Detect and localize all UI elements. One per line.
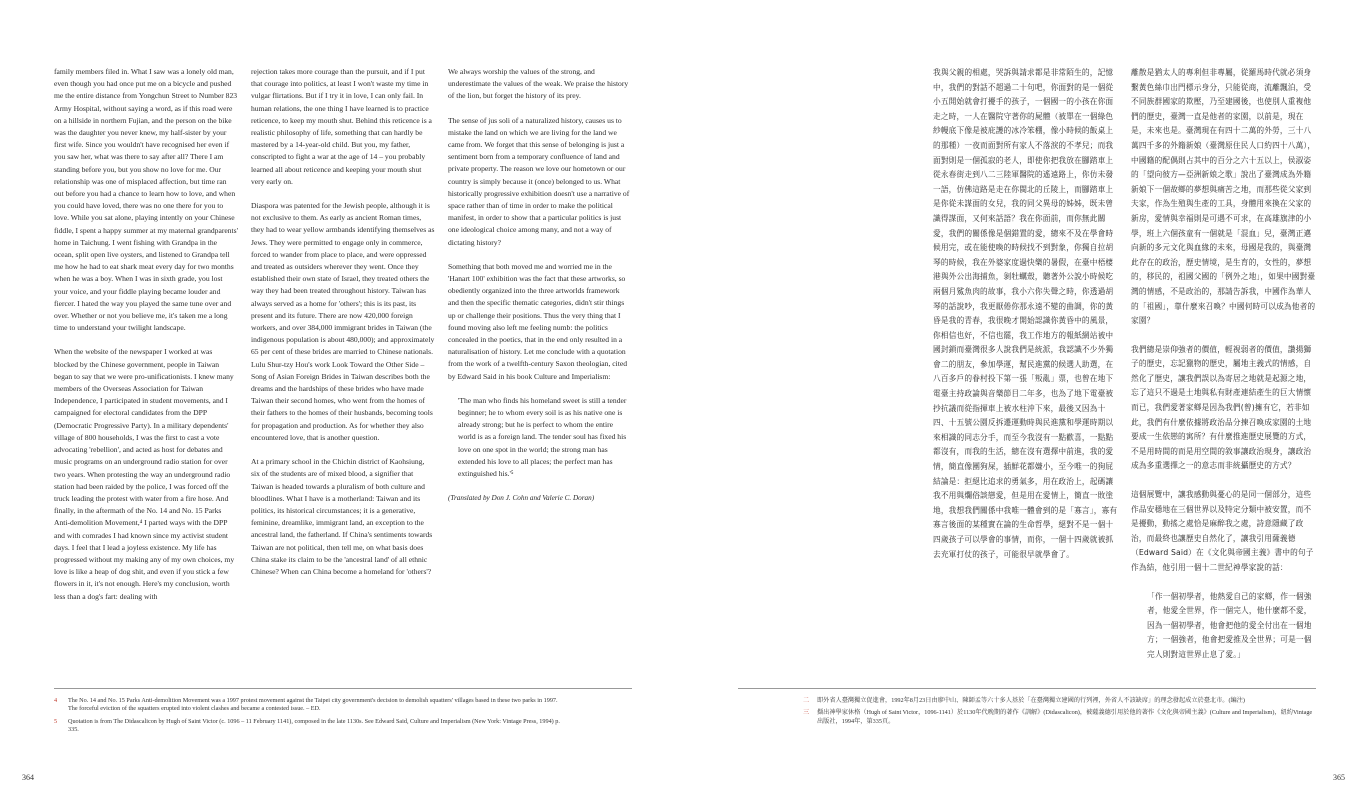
footnote-text: 即外省人臺灣獨立促進會，1992年8月23日由廖中山、陳師孟等六十多人基於「在臺灣獨立建國的行列裡，外省人不該缺席」的理念發起成立於臺北市。(編注) xyxy=(817,697,1245,704)
left-column-3 xyxy=(448,66,632,517)
footnote-number: 三 xyxy=(803,709,810,717)
paragraph: Something that both moved me and worried me in the 'Hanart 100' exhibition was the fact that these artworks, so obediently organized into the three artworlds framework and then the specific thematic categories, didn't stir things up or challenge their positions. Thus the very thing that I found moving also left me feeling numb: the politics concealed in the poetics, that in the end only resulted in a naturalisation of history. Let me conclude with a quotation from the work of a twelfth-century Saxon theologian, cited by Edward Said in his book Culture and Imperialism: xyxy=(448,261,628,381)
footnote xyxy=(803,709,1313,726)
paragraph: When the website of the newspaper I worked at was blocked by the Chinese government, people in Taiwan began to say that we were pro-unificationists. I knew many members of the Overseas Association for Taiwan Independence, I participated in student movements, and I campaigned for electoral candidates from the DPP (Democratic Progressive Party). In a military dependents' village of 800 households, I was the first to cast a vote advocating 'rebellion', and acted as host for debates and music programs on an underground radio station for over two years. When protesting the way an underground radio station had been raided by the police, I was forced off the truck leading the protest with water from a fire hose. And finally, in the aftermath of the No. 14 and No. 15 Parks Anti-demolition Movement,⁴ I parted ways with the DPP and with comrades I had known since my activist student days. I feel that I lead a joyless existence. My life has progressed without my making any of my own choices, my love is like a heap of dog shit, and even if you stick a few flowers in it, it's not enough. Here's my conclusion, worth less than a dog's fart: dealing with xyxy=(54,347,235,601)
page-number: 364 xyxy=(22,773,34,782)
footnote-number: 5 xyxy=(54,717,58,725)
footnote xyxy=(54,718,564,735)
left-column-2 xyxy=(251,66,435,590)
paragraph: 離散是猶太人的專利但非專屬，從羅馬時代就必須身繫黃色絲巾出門標示身分，只能從商，流離飄泊，受不同族群國家的欺壓，乃至建國後，也使別人重複他們的歷史，臺灣一直是他者的家園，以前是，現在是，未來也是。臺灣現在有四十二萬的外勞，三十八萬四千多的外籍新娘（臺灣原住民人口約四十八萬），中國籍的配偶則占其中的百分之六十五以上，侯淑姿的「望向彼方—亞洲新娘之歌」說出了臺灣成為外籍新娘下一個故鄉的夢想與痛苦之地，而那些從父家到夫家，作為生殖與生產的工具，身體用來換在父家的新房，愛情與幸福則是可遇不可求，在高雄旗津的小學，班上六個孩童有一個就是「混血」兒，臺灣正邁向新的多元文化與血緣的未來，母國是我的，與臺灣此存在的政治，歷史情境，是生育的，女性的，夢想的，移民的，祖國父國的「例外之地」，如果中國對臺灣的情感，不是政治的，那請告訴我，中國作為華人的「祖國」，靠什麼來召喚？中國何時可以成為他者的家園？ xyxy=(1131,68,1316,326)
right-footnotes xyxy=(803,697,1313,730)
footnote-rule xyxy=(54,688,632,689)
page-number: 365 xyxy=(1333,773,1345,782)
translation-credit: (Translated by Don J. Cohn and Valerie C. Doran) xyxy=(448,494,595,503)
block-quote: 'The man who finds his homeland sweet is still a tender beginner; he to whom every soil is as his native one is already strong; but he is perfect to whom the entire world is as a foreign land. The tender soul has fixed his love on one spot in the world; the strong man has extended his love to all places; the perfect man has extinguished his.'⁵ xyxy=(458,395,627,479)
paragraph: We always worship the values of the strong, and underestimate the values of the weak. We praise the history of the lion, but forget the history of its prey. xyxy=(448,67,629,101)
paragraph: 我與父親的相處，哭訴與請求都是非常陌生的，記憶中，我們的對話不超過二十句吧，你面對的是一個從小五開始就會打擾手的孩子，一個國一的小孩在你面走之時，一人在醫院守著你的屍體（被單在一個綠色紗幔底下像是被庇護的冰冷笨棚，像小時候的飯桌上的那種）一夜而面對所有家人不落淚的不孝兒；而我面對則是一個孤寂的老人，即使你把我放在腳踏車上從永春街走到八二三陸軍醫院的遙遠路上，你仿未發一語，仿佛這路是走在你閩北的丘陵上，而腳踏車上是你從未謀面的女兒，我的同父異母的姊姊，既未曾識得謀面，又何來話語？我在你面前，而你無此關愛，我們的關係像是個錯置的愛，總來不及在學會時候用完，或在能使喚的時候找不到對象，你獨自拉胡琴的時候，我在外婆家度過快樂的暑假，在臺中梧棲港與外公出海捕魚，剝牡蠣殼，聽著外公說小時候吃兩個月鯊魚肉的故事，我小六你失聲之時，你透過胡琴的話說吵，我更厭倦你那永遠不變的曲調，你的黃昏是我的青春，我很晚才開始認識你黃昏中的風景，你相信也好，不信也罷，我工作地方的報紙網站被中國封鎖而臺灣很多人說我們是統派，我認識不少外獨會二的朋友，參加學運，幫民進黨的候選人助選，在八百多戶的眷村投下第一張「叛亂」票，也曾在地下電臺主持政論與音樂節目二年多，也為了地下電臺被抄抗議而從指揮車上被水柱沖下來，最後又因為十四、十五號公園反拆遷運動時與民進黨和學運時期以來相識的同志分手，而至今我沒有一點歡喜，一點點都沒有，而我的生活，總在沒有選擇中前進，我的愛情，簡直像團狗屎，插鮮花都嫌小，至今唯一的狗屁結論是：拒絕比追求的勇氣多，用在政治上，起碼讓我不用與爛俗談戀愛，但是用在愛情上，簡直一敗塗地，我想我們關係中我唯一體會到的是「寡言」，寡有寡言後面的某種實在論的生命哲學，絕對不是一個十四歲孩子可以學會的事情，而你，一個十四歲就被抓去充軍打仗的孩子，可能很早就學會了。 xyxy=(933,68,1118,559)
footnote-number: 二 xyxy=(803,697,810,704)
footnote xyxy=(54,697,564,714)
right-column-2 xyxy=(1131,66,1317,677)
paragraph: rejection takes more courage than the pursuit, and if I put that courage into politics, at least I won't waste my time in vulgar flirtations. But if I try it in love, I can only fail. In human relations, the one thing I have learned is to practice reticence, to keep my mouth shut. Behind this reticence is a realistic philosophy of life, something that can hardly be mastered by a 14-year-old child. But you, my father, conscripted to fight a war at the age of 14 – you probably learned all about reticence and keeping your mouth shut very early on. xyxy=(251,67,432,186)
paragraph: family members filed in. What I saw was a lonely old man, even though you had once put me on a bicycle and pushed me the entire distance from Yongchun Street to Number 823 Army Hospital, without saying a word, as if this road were on a hillside in northern Fujian, and the person on the bike was the daughter you never knew, my half-sister by your first wife. Since you wouldn't have recognised her even if you saw her, what was there to say after all? There I am standing before you, but you show no love for me. Our relationship was one of misplaced affection, but time ran out before you had a chance to learn how to love, and when you could have loved, there was no one there for you to love. While you sat alone, playing intently on your Chinese fiddle, I spent a happy summer at my maternal grandparents' home in Taichung. I went fishing with Grandpa in the ocean, split open live oysters, and listened to Grandpa tell me how he had to eat shark meat every day for two months when he was a boy. When I was in sixth grade, you lost your voice, and your fiddle playing became louder and fiercer. I hated the way you played the same tune over and over. Whether or not you believe me, it's taken me a long time to understand your twilight landscape. xyxy=(54,67,238,333)
paragraph: Diaspora was patented for the Jewish people, although it is not exclusive to them. As early as ancient Roman times, they had to wear yellow armbands identifying themselves as Jews. They were permitted to engage only in commerce, forced to wander from place to place, and were oppressed and treated as outsiders wherever they went. Once they established their own state of Israel, they treated others the way they had been treated throughout history. Taiwan has always served as a home for 'others'; this is its past, its present and its future. There are now 420,000 foreign workers, and over 384,000 immigrant brides in Taiwan (the indigenous population is about 480,000); and approximately 65 per cent of these brides are married to Chinese nationals. Lulu Shur-tzy Hou's work Look Toward the Other Side – Song of Asian Foreign Brides in Taiwan describes both the dreams and the hardships of these brides who have made Taiwan their second homes, who went from the homes of their fathers to the homes of their husbands, becoming tools for propagation and production. As for whether they also encountered love, that is another question. xyxy=(251,201,435,442)
right-column-1 xyxy=(933,66,1119,576)
paragraph: 我們總是崇仰強者的價值，輕視弱者的價值，讚揚獅子的歷史，忘記獵物的歷史，屬地主義式的情感，自然化了歷史，讓我們誤以為寄居之地就是起源之地，忘了這只不過是土地與私有財產連結產生的巨大情懷而已，我們愛著家鄉是因為我們(曾)擁有它，若非如此，我們有什麼依據將政治品分揀召喚成家園的土地要成一生依戀的寓所？有什麼推進歷史展覽的方式，不是用時間的而是用空間的敘事讓政治現身，讓政治成為多重選擇之一的意志而非統攝歷史的方式？ xyxy=(1131,344,1312,471)
left-column-1 xyxy=(54,66,238,615)
paragraph: 這個展覽中，讓我感動與憂心的是同一個部分，這些作品安穩地在三個世界以及特定分類中被安置，而不是擾動，動搖之處恰是麻醉我之處，詩意隱藏了政治，而最終也讓歷史自然化了，讓我引用薩義德（Edward Said）在《文化與帝國主義》書中的句子作為結，他引用一個十二世紀神學家說的話： xyxy=(1131,490,1314,572)
footnote-text: The No. 14 and No. 15 Parks Anti-demolition Movement was a 1997 protest movement against the Taipei city government's decision to demolish squatters' villages based in these two parks in 1997. The forceful eviction of the squatters erupted into violent clashes and became a contested issue. – ED. xyxy=(68,697,558,713)
block-quote: 「作一個初學者，他熱愛自己的家鄉，作一個強者，他愛全世界，作一個完人，他什麼都不愛，因為一個初學者，他會把他的愛全付出在一個地方；一個強者，他會把愛推及全世界；可是一個完人則對這世界止息了愛。」 xyxy=(1147,591,1312,659)
footnote-text: 擷出神學家休格（Hugh of Saint Victor，1096-1141）於1130年代晚期的著作《訓解》(Didascalicon)，被薩義德引用於他的著作《文化與帝國主義》(Culture and Imperialism)，紐約Vintage出版社，1994年，第335頁。 xyxy=(817,709,1313,725)
left-footnotes xyxy=(54,697,564,739)
footnote-rule xyxy=(738,688,1316,689)
footnote xyxy=(803,697,1313,705)
paragraph: At a primary school in the Chichin district of Kaohsiung, six of the students are of mixed blood, a signifier that Taiwan is headed towards a pluralism of both culture and bloodlines. What I have is a motherland: Taiwan and its politics, its historical circumstances; it is a generative, feminine, dreamlike, immigrant land, an exception to the ancestral land, the fatherland. If China's sentiments towards Taiwan are not political, then tell me, on what basis does China stake its claim to be the 'ancestral land' of all ethnic Chinese? When can China become a homeland for 'others'? xyxy=(251,457,433,576)
footnote-number: 4 xyxy=(54,697,58,704)
paragraph: The sense of jus soli of a naturalized history, causes us to mistake the land on which we are living for the land we came from. We forget that this sense of belonging is just a sentiment born from a temporary confluence of land and private property. The reason we love our hometown or our country is simply because it (once) belonged to us. What historically progressive exhibition doesn't use a narrative of space rather than of time in order to make the political manifest, in order to show that a particular politics is just one ideological choice among many, and not a way of dictating history? xyxy=(448,115,630,247)
footnote-text: Quotation is from The Didascalicon by Hugh of Saint Victor (c. 1096 – 11 February 1141), composed in the late 1130s. See Edward Said, Culture and Imperialism (New York: Vintage Press, 1994) p. 335. xyxy=(68,717,560,734)
